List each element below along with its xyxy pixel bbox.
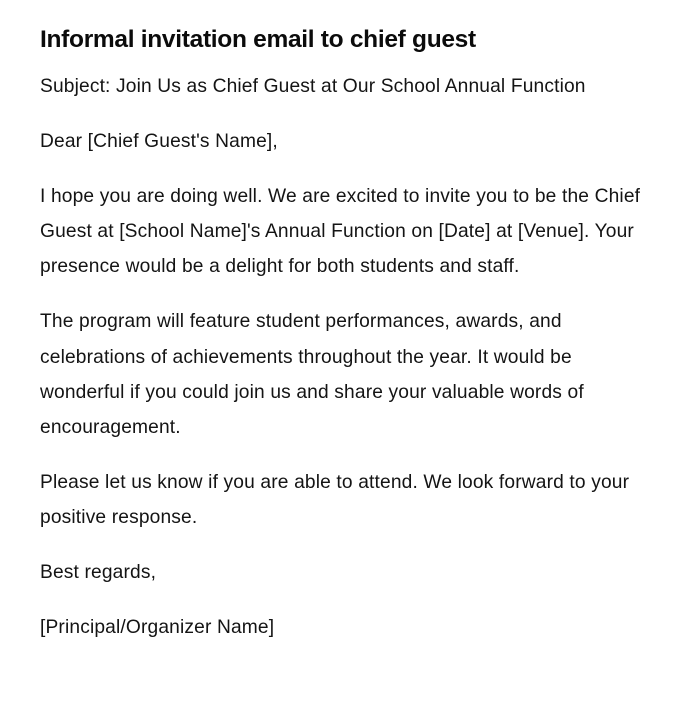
body-paragraph-1: I hope you are doing well. We are excited to invite you to be the Chief Guest at [School Name]'s Annual Function on [Date] at [Venue]. Your presence would be a delight for both students and staff. bbox=[40, 186, 641, 278]
document-title: Informal invitation email to chief guest bbox=[40, 26, 476, 53]
email-subject: Subject: Join Us as Chief Guest at Our School Annual Function bbox=[40, 76, 586, 97]
body-paragraph-3: Please let us know if you are able to attend. We look forward to your positive response. bbox=[40, 472, 630, 529]
email-document bbox=[40, 22, 660, 665]
email-signature: [Principal/Organizer Name] bbox=[40, 617, 275, 639]
body-paragraph-2: The program will feature student performances, awards, and celebrations of achievements throughout the year. It would be wonderful if you could join us and share your valuable words of encouragement. bbox=[40, 311, 584, 439]
email-greeting: Dear [Chief Guest's Name], bbox=[40, 131, 278, 152]
email-closing: Best regards, bbox=[40, 562, 157, 584]
